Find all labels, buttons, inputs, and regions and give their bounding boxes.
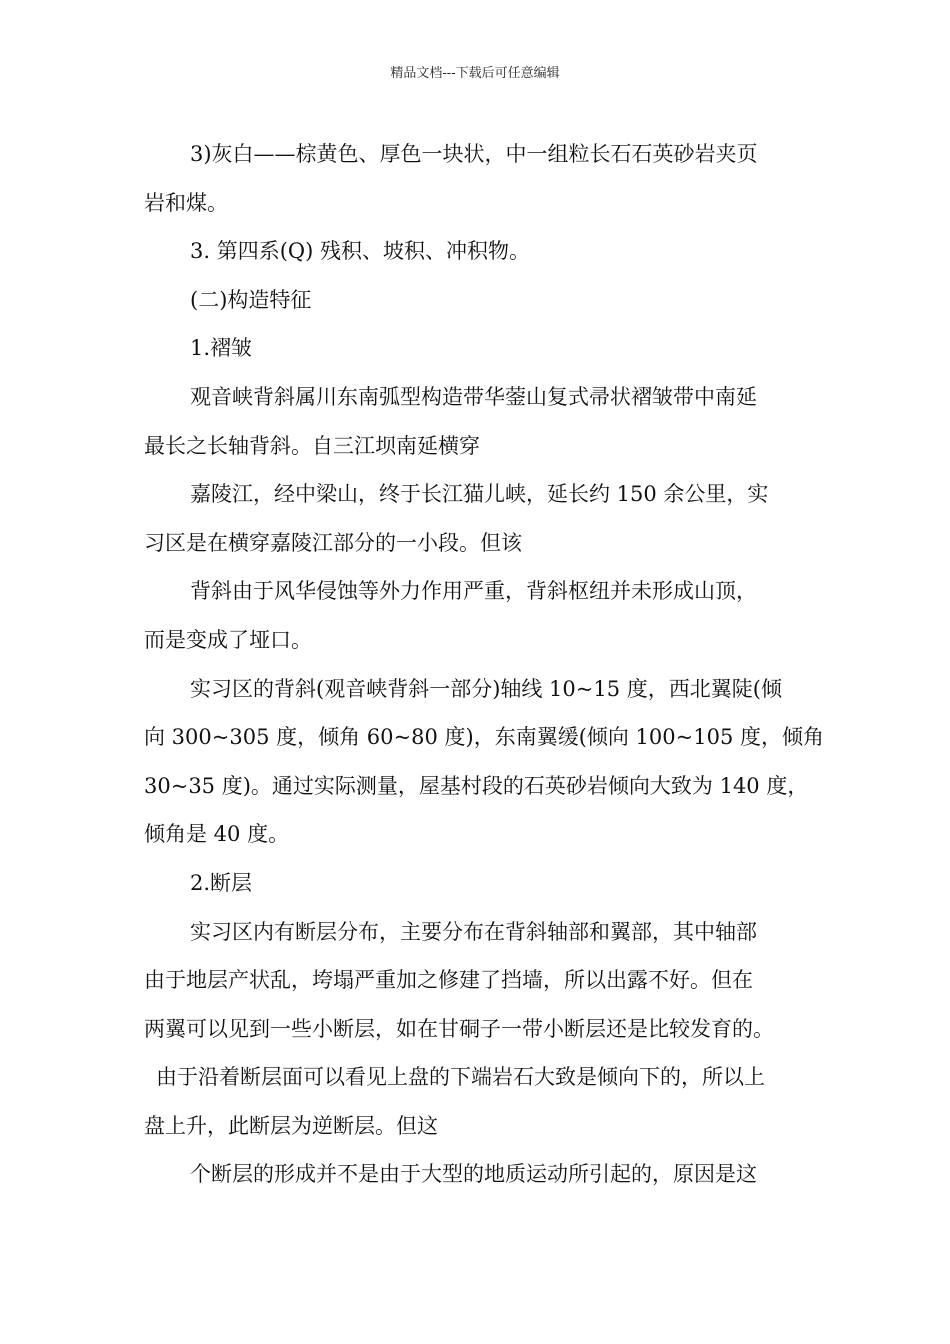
- text-line: 实习区内有断层分布，主要分布在背斜轴部和翼部，其中轴部: [190, 919, 757, 944]
- text-line: 由于地层产状乱，垮塌严重加之修建了挡墙，所以出露不好。但在: [144, 968, 753, 993]
- text-line: 30~35 度)。通过实际测量，屋基村段的石英砂岩倾向大致为 140 度，: [144, 773, 809, 798]
- document-body: [144, 130, 824, 1199]
- text-line: 而是变成了垭口。: [144, 627, 312, 652]
- section-heading: (二)构造特征: [190, 287, 312, 312]
- text-line: 观音峡背斜属川东南弧型构造带华蓥山复式帚状褶皱带中南延: [190, 384, 757, 409]
- text-line: 向 300~305 度，倾角 60~80 度)，东南翼缓(倾向 100~105 度，倾角: [144, 725, 824, 750]
- text-line: 岩和煤。: [144, 190, 228, 215]
- text-line: 最长之长轴背斜。自三江坝南延横穿: [144, 433, 480, 458]
- text-line: 习区是在横穿嘉陵江部分的一小段。但该: [144, 530, 522, 555]
- text-line: 3. 第四系(Q) 残积、坡积、冲积物。: [190, 239, 530, 264]
- text-line: 3)灰白——棕黄色、厚色一块状，中一组粒长石石英砂岩夹页: [190, 142, 758, 166]
- text-line: 倾角是 40 度。: [144, 822, 290, 847]
- text-line: 背斜由于风华侵蚀等外力作用严重，背斜枢纽并未形成山顶，: [190, 579, 757, 604]
- text-line: 盘上升，此断层为逆断层。但这: [144, 1113, 438, 1138]
- text-line: 嘉陵江，经中梁山，终于长江猫儿峡，延长约 150 余公里，实: [190, 482, 769, 507]
- text-line: 实习区的背斜(观音峡背斜一部分)轴线 10~15 度，西北翼陡(倾: [190, 676, 782, 701]
- subsection-heading: 2.断层: [190, 870, 253, 895]
- subsection-heading: 1.褶皱: [190, 336, 253, 361]
- text-line: 由于沿着断层面可以看见上盘的下端岩石大致是倾向下的，所以上: [156, 1065, 765, 1090]
- page-header: 精品文档---下载后可任意编辑: [390, 66, 560, 81]
- text-line: 个断层的形成并不是由于大型的地质运动所引起的，原因是这: [190, 1162, 757, 1187]
- text-line: 两翼可以见到一些小断层，如在甘硐子一带小断层还是比较发育的。: [144, 1016, 774, 1041]
